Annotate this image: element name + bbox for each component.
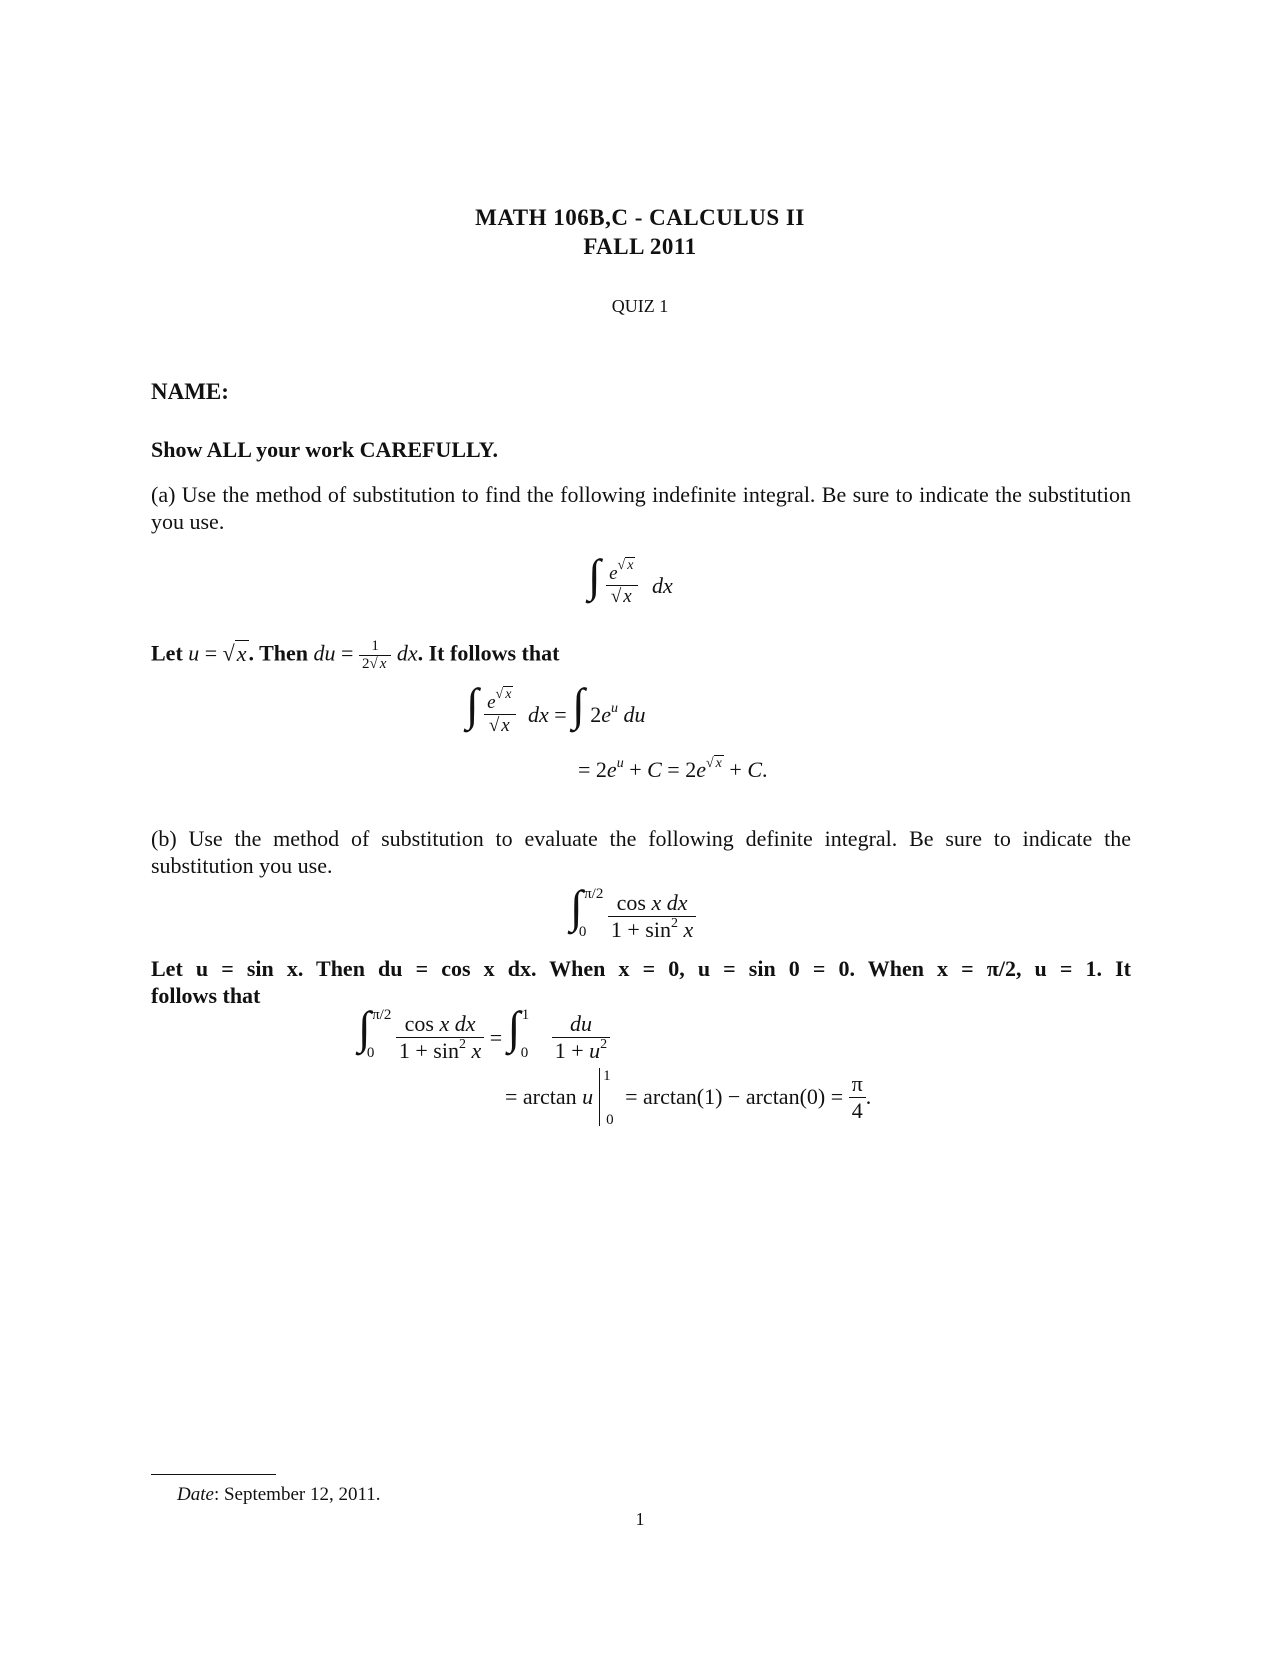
part-b-derivation-2: = arctan u $^1$ $_0$ = arctan(1) − arctan(0) = $\frac{\pi}{4}$ . [505,1068,872,1129]
page-number: 1 [635,1509,645,1529]
name-label: NAME: [151,379,229,404]
part-a-derivation-1: ∫ $\frac{e^{√ x}}{√ x}$ dx = ∫ $2e^u$ du [466,679,646,737]
part-a-derivation-2: = $2e^u + C = 2e^{√ x} + C$. [578,756,768,782]
part-a-integral: ∫ $\frac{e^{√ x}}{√ x}$ dx [588,550,673,608]
quiz-label: QUIZ 1 [611,296,669,316]
term: FALL 2011 [583,234,697,259]
integral-sign: ∫ [588,550,601,601]
course-title: MATH 106B,C - CALCULUS II [475,205,805,230]
instructions: Show ALL your work CAREFULLY. [151,437,499,462]
part-b-integral: ∫ $^{\pi/2}$ $_0$ $\frac{\text{cos x dx}}{1 + \sin^2 x}$ [570,884,696,943]
footnote-date: Date: September 12, 2011. [177,1484,381,1505]
part-b-prompt: (b) Use the method of substitution to evaluate the following definite integral. Be sure to indicate the substitution you use. [151,826,1131,878]
part-b-solution-text: Let u = sin x. Then du = cos x dx. When x = 0, u = sin 0 = 0. When x = π/2, u = 1. It follows that [151,956,1131,1008]
footnote-rule [151,1474,276,1475]
part-a-prompt: (a) Use the method of substitution to find the following indefinite integral. Be sure to indicate the substitution you use. [151,482,1131,534]
part-a-solution-line: Let u = √x. Then du = $\frac{1}{2√ x}$ dx. It follows that [151,638,560,672]
part-b-derivation-1: ∫ $^{\pi/2}$ $_0$ $\frac{\text{cos x dx}}{1 + \sin^2 x}$ = ∫ $^1$ $_0$ $\frac{du}{1 + u^2}$ [358,1005,610,1064]
